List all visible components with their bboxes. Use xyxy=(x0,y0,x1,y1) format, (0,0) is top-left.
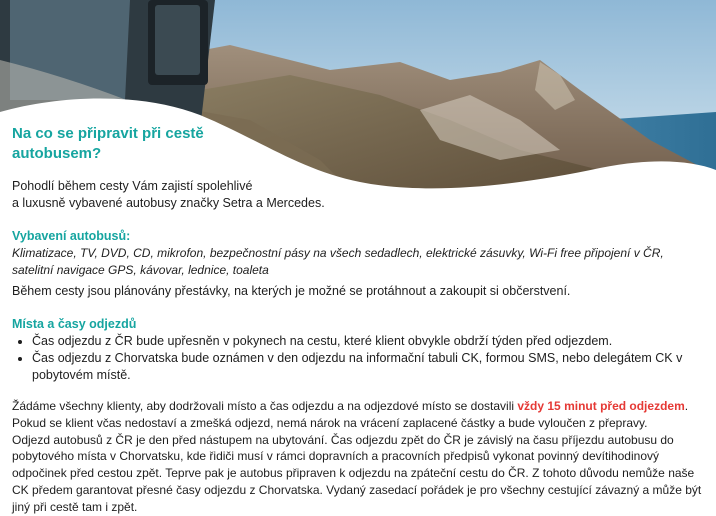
equipment-section xyxy=(12,228,702,300)
list-item: • Čas odjezdu z ČR bude upřesněn v pokynech na cestu, které klient obvykle obdrží týden před odjezdem. xyxy=(32,333,702,350)
intro-line-1: Pohodlí během cesty Vám zajistí spolehlivé xyxy=(12,179,253,193)
notice-paragraph-2: Odjezd autobusů z ČR je den před nástupem na ubytování. Čas odjezdu zpět do ČR je závislý na času příjezdu autobusu do pobytového místa v Chorvatsku, kde řidiči musí v rámci dopravních a pracovních předpisů vykonat povinný devítihodinový odpočinek před cestou zpět. Teprve pak je autobus připraven k odjezdu na zpáteční cestu do ČR. Z tohoto důvodu nemůže naše CK předem garantovat přesné časy odjezdu z Chorvatska. Vydaný zasedací pořádek je pro všechny cestující závazný a může být jiný při cestě tam i zpět. xyxy=(12,432,702,514)
hero-illustration xyxy=(0,0,716,200)
intro-line-2: a luxusně vybavené autobusy značky Setra a Mercedes. xyxy=(12,196,325,210)
page-title xyxy=(12,124,232,164)
breaks-paragraph: Během cesty jsou plánovány přestávky, na kterých je možné se protáhnout a zakoupit si občerstvení. xyxy=(12,284,571,298)
page-title-line-2: autobusem? xyxy=(12,145,102,162)
notice-text-after: . Pokud se klient včas nedostaví a zmešká odjezd, nemá nárok na vrácení zaplacené částky a bude vyloučen z přepravy. xyxy=(12,399,689,430)
notice-paragraph-1 xyxy=(12,398,702,432)
main-content xyxy=(12,178,702,516)
departure-list xyxy=(12,333,702,384)
equipment-heading: Vybavení autobusů: xyxy=(12,229,131,243)
page-title-line-1: Na co se připravit při cestě xyxy=(12,125,204,142)
departure-section xyxy=(12,316,702,384)
equipment-list: Klimatizace, TV, DVD, CD, mikrofon, bezpečnostní pásy na všech sedadlech, elektrické zásuvky, Wi-Fi free připojení v ČR, satelitní navigace GPS, kávovar, lednice, toaleta xyxy=(12,246,664,277)
notice-text-before: Žádáme všechny klienty, aby dodržovali místo a čas odjezdu a na odjezdové místo se dostavili xyxy=(12,399,518,413)
intro-paragraph xyxy=(12,178,352,212)
departure-heading: Místa a časy odjezdů xyxy=(12,317,137,331)
list-item: • Čas odjezdu z Chorvatska bude oznámen v den odjezdu na informační tabuli CK, formou SMS, nebo delegátem CK v pobytovém místě. xyxy=(32,350,702,384)
hero-image xyxy=(0,0,716,200)
deadline-highlight: vždy 15 minut před odjezdem xyxy=(517,399,685,413)
notice-section xyxy=(12,398,702,516)
